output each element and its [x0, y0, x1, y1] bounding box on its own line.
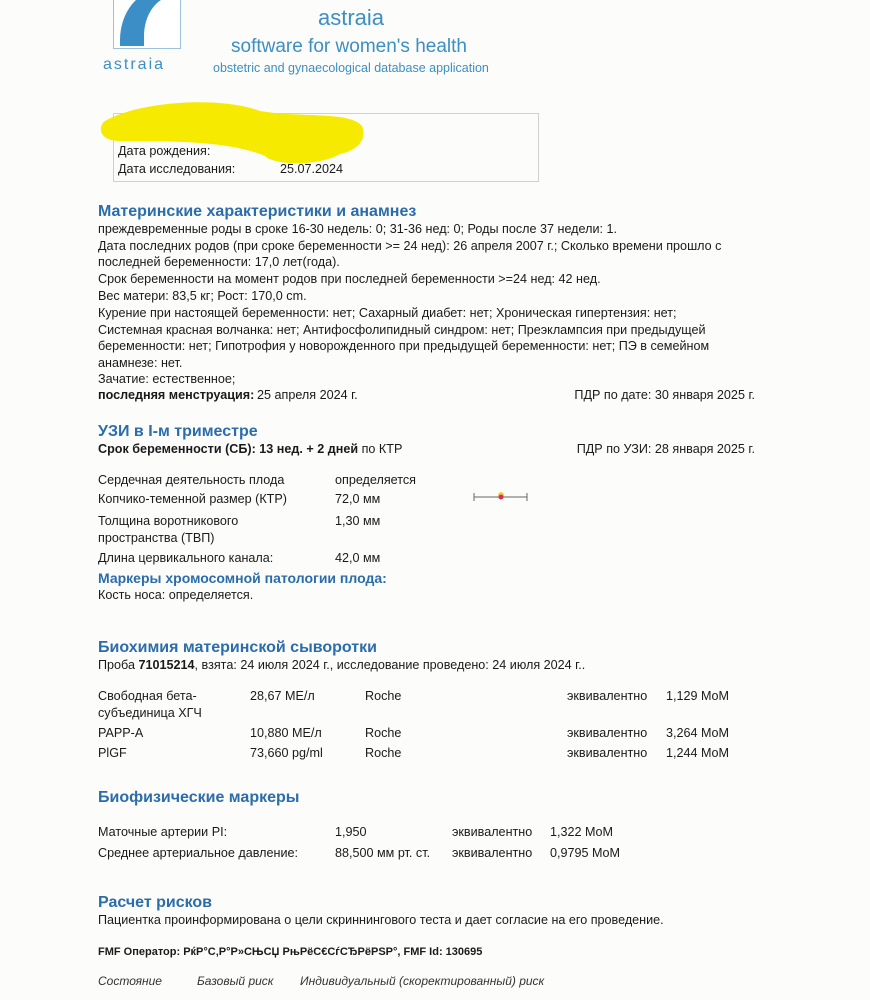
- us-row-label: Копчико-теменной размер (КТР): [98, 492, 287, 506]
- risk-col-base: Базовый риск: [197, 974, 274, 988]
- us-row-value: 72,0 мм: [335, 492, 381, 506]
- biochem-mom: 1,244 MoM: [666, 746, 729, 760]
- redaction-mark: [100, 96, 365, 166]
- risk-heading: Расчет рисков: [98, 894, 213, 911]
- biochem-lab: Roche: [365, 726, 402, 740]
- biochem-value: 10,880 МЕ/л: [250, 726, 322, 740]
- us-row-label: Толщина воротникового: [98, 514, 239, 528]
- biochem-lab: Roche: [365, 689, 402, 703]
- gestational-age: Срок беременности (СБ): 13 нед. + 2 дней: [98, 442, 359, 456]
- astraia-logo-mark: [113, 0, 181, 49]
- biophys-eq: эквивалентно: [452, 825, 533, 839]
- lmp-label: последняя менструация:: [98, 388, 255, 402]
- biochem-mom: 1,129 MoM: [666, 689, 729, 703]
- biochem-label: PlGF: [98, 746, 127, 760]
- app-title: astraia: [318, 5, 385, 30]
- nasal-bone: Кость носа: определяется.: [98, 588, 254, 602]
- maternal-line: Зачатие: естественное;: [98, 372, 236, 386]
- logo-text: astraia: [103, 56, 166, 73]
- us-row-label: Сердечная деятельность плода: [98, 473, 285, 487]
- us-row-label: Длина цервикального канала:: [98, 551, 274, 565]
- maternal-line: Дата последних родов (при сроке беременности >= 24 нед): 26 апреля 2007 г.; Сколько времени прошло с: [98, 239, 722, 253]
- lmp-value: 25 апреля 2024 г.: [257, 388, 358, 402]
- us-row-label-cont: пространства (ТВП): [98, 531, 215, 545]
- maternal-heading: Материнские характеристики и анамнез: [98, 203, 417, 220]
- consent-text: Пациентка проинформирована о цели скриннингового теста и дает согласие на его проведение.: [98, 913, 664, 927]
- biophys-eq: эквивалентно: [452, 846, 533, 860]
- maternal-line: Системная красная волчанка: нет; Антифосфолипидный синдром: нет; Преэклампсия при предыдущей: [98, 323, 706, 337]
- app-subtitle: software for women's health: [231, 36, 467, 57]
- maternal-line: Курение при настоящей беременности: нет; Сахарный диабет: нет; Хроническая гипертензия: нет;: [98, 306, 677, 320]
- biochem-heading: Биохимия материнской сыворотки: [98, 639, 377, 656]
- ultrasound-heading: УЗИ в I-м триместре: [98, 423, 258, 440]
- sample-details: , взята: 24 июля 2024 г., исследование проведено: 24 июля 2024 г..: [194, 658, 586, 672]
- biophys-value: 88,500 мм рт. ст.: [335, 846, 431, 860]
- maternal-line: анамнезе: нет.: [98, 356, 183, 370]
- biochem-eq: эквивалентно: [567, 726, 648, 740]
- dob-label: Дата рождения:: [118, 144, 211, 158]
- gestational-age-method: по КТР: [361, 442, 403, 456]
- maternal-line: преждевременные роды в сроке 16-30 недель: 0; 31-36 нед: 0; Роды после 37 недели: 1.: [98, 222, 617, 236]
- fmf-operator: FMF Оператор: РќР°С‚Р°Р»СЊСЏ РњРёС€СѓСЂРёРЅР°, FMF Id: 130695: [98, 946, 483, 958]
- risk-col-individual: Индивидуальный (скоректированный) риск: [300, 974, 545, 988]
- biophys-label: Маточные артерии PI:: [98, 825, 228, 839]
- maternal-line: Вес матери: 83,5 кг; Рост: 170,0 cm.: [98, 289, 307, 303]
- biochem-eq: эквивалентно: [567, 746, 648, 760]
- biochem-label: PAPP-A: [98, 726, 144, 740]
- biophys-label: Среднее артериальное давление:: [98, 846, 299, 860]
- biophys-heading: Биофизические маркеры: [98, 789, 300, 806]
- us-row-value: определяется: [335, 473, 416, 487]
- biophys-mom: 0,9795 MoM: [550, 846, 621, 860]
- maternal-line: последней беременности: 17,0 лет(года).: [98, 255, 340, 269]
- risk-col-state: Состояние: [98, 974, 162, 988]
- biochem-lab: Roche: [365, 746, 402, 760]
- maternal-line: Срок беременности на момент родов при последней беременности >=24 нед: 42 нед.: [98, 272, 601, 286]
- biophys-value: 1,950: [335, 825, 367, 839]
- exam-date-value: 25.07.2024: [280, 162, 344, 176]
- crl-range-marker: [472, 489, 530, 503]
- biochem-mom: 3,264 MoM: [666, 726, 729, 740]
- edd-by-ultrasound: ПДР по УЗИ: 28 января 2025 г.: [576, 442, 755, 456]
- exam-date-label: Дата исследования:: [118, 162, 236, 176]
- maternal-line: беременности: нет; Гипотрофия у новорожденного при предыдущей беременности: нет; ПЭ в семейном: [98, 339, 710, 353]
- edd-by-date: ПДР по дате: 30 января 2025 г.: [574, 388, 755, 402]
- us-row-value: 1,30 мм: [335, 514, 381, 528]
- sample-prefix: Проба: [98, 658, 135, 672]
- biochem-eq: эквивалентно: [567, 689, 648, 703]
- biochem-label: Свободная бета-: [98, 689, 197, 703]
- biophys-mom: 1,322 MoM: [550, 825, 613, 839]
- app-tagline: obstetric and gynaecological database application: [213, 61, 489, 75]
- biochem-value: 73,660 pg/ml: [250, 746, 323, 760]
- biochem-label-cont: субъединица ХГЧ: [98, 706, 202, 720]
- markers-heading: Маркеры хромосомной патологии плода:: [98, 570, 387, 586]
- biochem-value: 28,67 МЕ/л: [250, 689, 315, 703]
- sample-id: 71015214: [138, 658, 195, 672]
- us-row-value: 42,0 мм: [335, 551, 381, 565]
